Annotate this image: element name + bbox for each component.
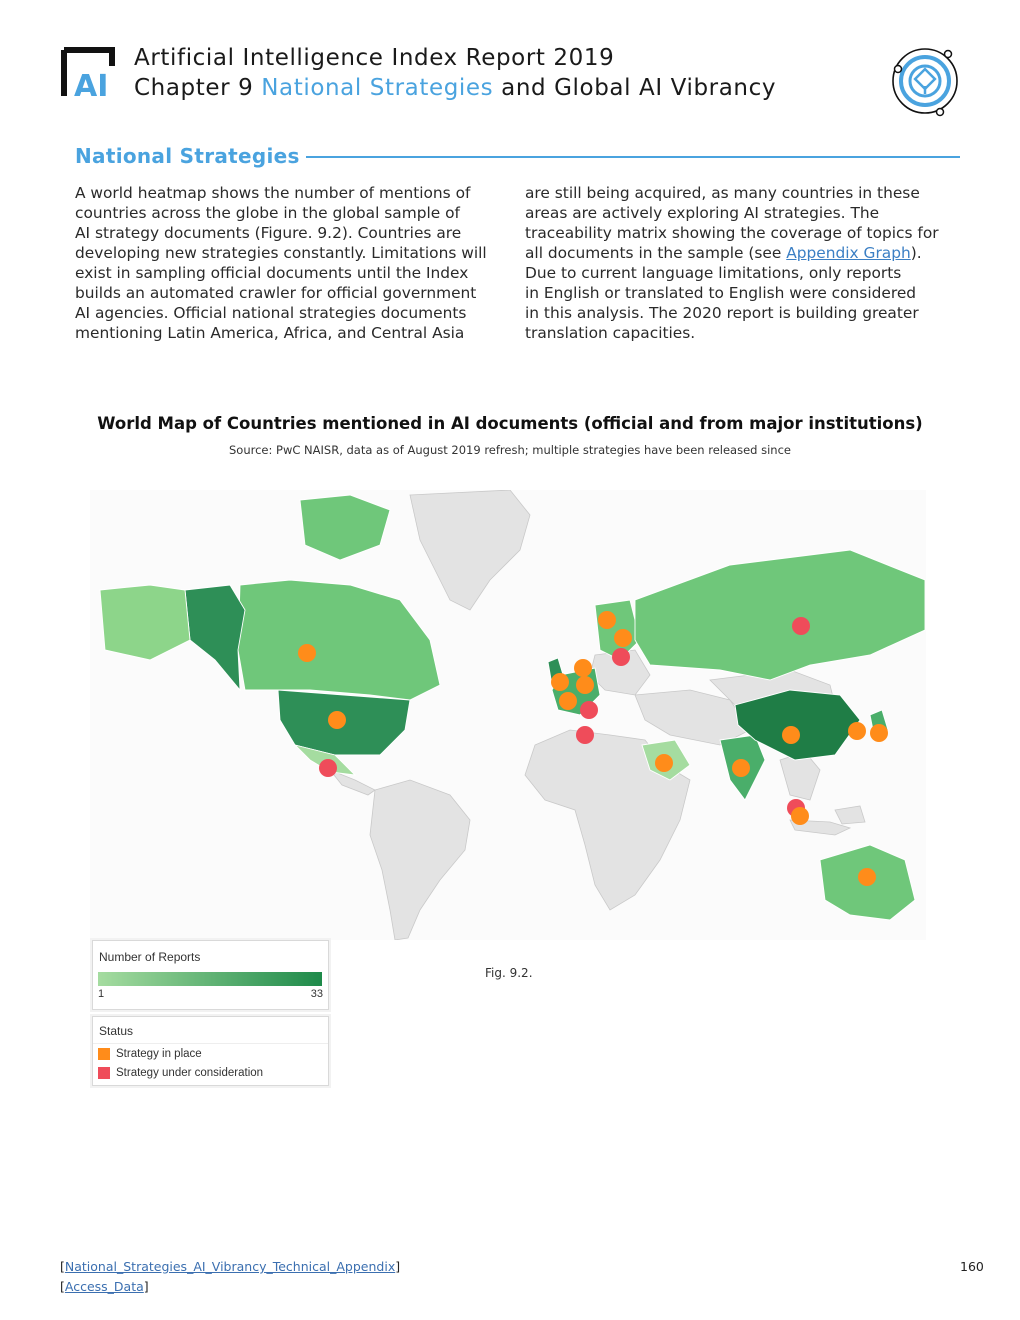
report-count-countries [100,495,925,920]
chapter-emblem-icon [888,44,964,118]
body-line: builds an automated crawler for official government [75,284,477,302]
legend-item-in-place[interactable] [93,1044,328,1063]
legend-status-title: Status [93,1017,328,1044]
marker-india-in-place [732,759,750,777]
footer-link-row-2: [Access_Data] [60,1279,149,1294]
body-line: exist in sampling official documents until the Index [75,264,469,282]
legend-item-label: Strategy in place [116,1047,202,1060]
marker-mexico-considering [319,759,337,777]
marker-australia-in-place [858,868,876,886]
body-line: developing new strategies constantly. Limitations will [75,244,487,262]
body-line: AI agencies. Official national strategies documents [75,304,467,322]
body-line: traceability matrix showing the coverage of topics for [525,224,939,242]
marker-estonia-considering [612,648,630,666]
body-column-1 [75,183,505,343]
marker-uk-in-place [551,673,569,691]
body-line: in English or translated to English were considered [525,284,917,302]
country-alaska-west [100,585,190,660]
section-divider [306,156,960,158]
swatch-orange [98,1048,110,1060]
marker-denmark-in-place [574,659,592,677]
legend-item-considering[interactable] [93,1063,328,1082]
marker-norway-in-place [598,611,616,629]
legend-reports-title: Number of Reports [99,950,201,964]
figure-caption: Fig. 9.2. [485,966,533,980]
marker-singapore-in-place [791,807,809,825]
ai-index-logo [60,46,120,100]
page-number: 160 [960,1259,984,1274]
country-canada [238,580,440,700]
section-title: National Strategies [75,144,300,168]
color-ramp [98,972,322,986]
marker-uae-in-place [655,754,673,772]
country-canada-arctic [300,495,390,560]
marker-canada-in-place [298,644,316,662]
access-data-link[interactable]: Access_Data [64,1279,144,1294]
country-russia [635,550,925,680]
body-line: AI strategy documents (Figure. 9.2). Countries are [75,224,462,242]
body-line: in this analysis. The 2020 report is building greater [525,304,919,322]
body-line: are still being acquired, as many countries in these [525,184,920,202]
appendix-graph-link[interactable]: Appendix Graph [786,244,911,262]
legend-min: 1 [98,988,105,1000]
report-title: Artificial Intelligence Index Report 2019 [134,45,615,71]
legend-item-label: Strategy under consideration [116,1066,264,1079]
marker-tunisia-considering [576,726,594,744]
marker-usa-in-place [328,711,346,729]
swatch-red [98,1067,110,1079]
country-usa-alaska [185,585,245,690]
chapter-prefix: Chapter 9 [134,75,262,101]
chapter-title [134,75,776,101]
legend-status [92,1016,329,1086]
figure-source: Source: PwC NAISR, data as of August 2019 refresh; multiple strategies have been released since [228,443,791,457]
body-line: translation capacities. [525,324,696,342]
legend-number-of-reports [92,940,329,1010]
marker-china-in-place [782,726,800,744]
body-line: Due to current language limitations, only reports [525,264,902,282]
footer-link-row-1: [National_Strategies_AI_Vibrancy_Technical_Appendix] [60,1259,401,1274]
marker-italy-considering [580,701,598,719]
marker-finland-in-place [614,629,632,647]
logo-text: AI [74,69,109,100]
marker-japan-in-place [870,724,888,742]
marker-germany-in-place [576,676,594,694]
marker-russia-considering [792,617,810,635]
body-line: A world heatmap shows the number of mentions of [75,184,471,202]
legend-max: 33 [310,988,323,1000]
body-line: mentioning Latin America, Africa, and Central Asia [75,324,465,342]
body-line: areas are actively exploring AI strategies. The [525,204,880,222]
body-line-with-link [525,243,965,263]
world-map[interactable] [90,490,926,940]
body-line: countries across the globe in the global sample of [75,204,460,222]
figure-title: World Map of Countries mentioned in AI documents (official and from major institutions) [97,414,923,433]
link-prefix: all documents in the sample (see [525,244,787,262]
chapter-suffix: and Global AI Vibrancy [493,75,777,101]
marker-france-in-place [559,692,577,710]
technical-appendix-link[interactable]: National_Strategies_AI_Vibrancy_Technical_Appendix [64,1259,396,1274]
chapter-highlight: National Strategies [261,75,494,101]
body-column-2 [525,183,965,343]
marker-korea-in-place [848,722,866,740]
link-suffix: ). [910,244,922,262]
